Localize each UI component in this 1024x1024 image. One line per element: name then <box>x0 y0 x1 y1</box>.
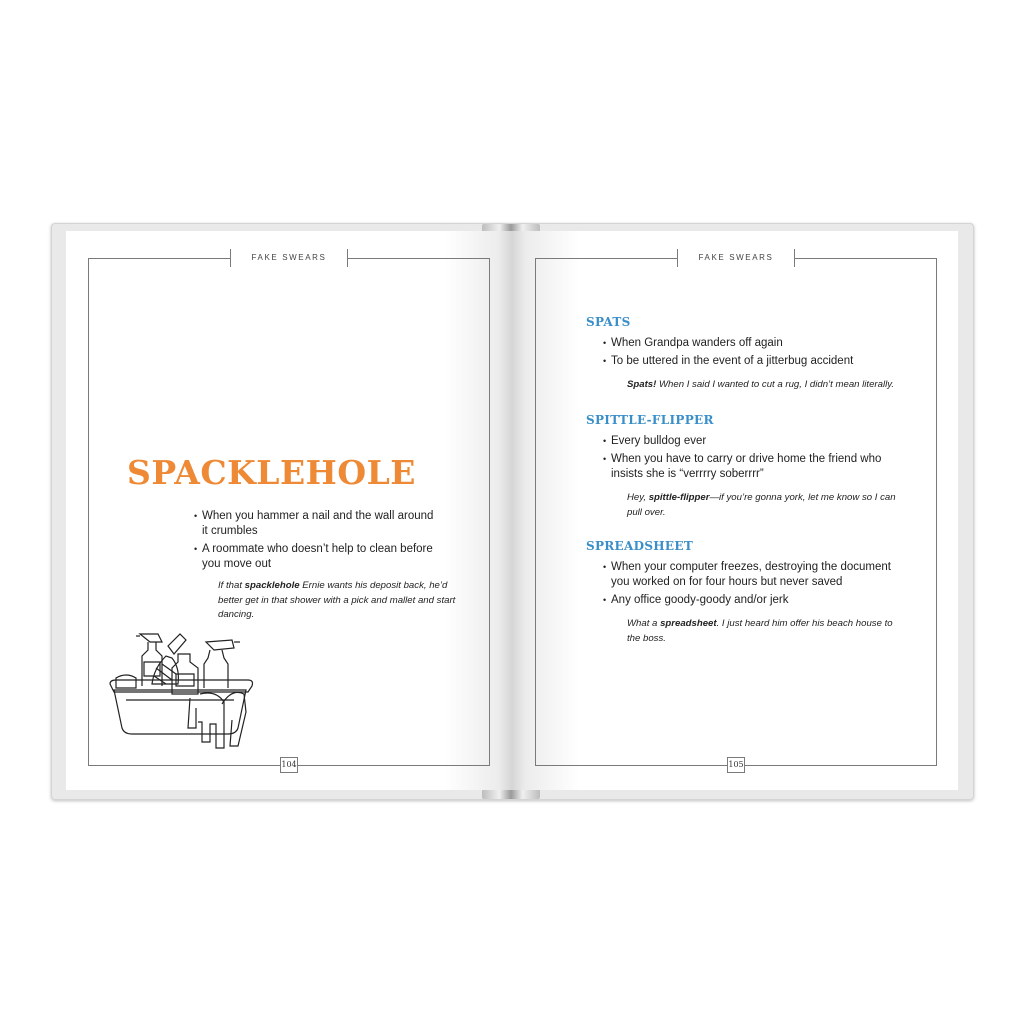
headword-spreadsheet: SPREADSHEET <box>586 539 694 553</box>
example-sentence: Hey, spittle-flipper—if you’re gonna york, let me know so I can pull over. <box>627 492 896 518</box>
running-head-right: FAKE SWEARS <box>677 249 795 267</box>
definition-list <box>603 434 893 485</box>
definition-list <box>603 560 893 611</box>
definition-item: • To be uttered in the event of a jitterbug accident <box>603 354 903 369</box>
definition-item: • When Grandpa wanders off again <box>603 336 903 351</box>
definition-item: • A roommate who doesn’t help to clean before you move out <box>194 542 439 572</box>
definition-item: • Every bulldog ever <box>603 434 893 449</box>
headword-spittle-flipper: SPITTLE-FLIPPER <box>586 413 714 427</box>
definition-list <box>194 509 439 575</box>
cleaning-supplies-illustration <box>106 628 256 753</box>
headword-spacklehole: SPACKLEHOLE <box>127 453 416 492</box>
example-term: Spats! <box>627 379 657 390</box>
definition-list <box>603 336 903 372</box>
example-term: spacklehole <box>244 580 300 591</box>
book-spine-bottom <box>482 789 540 799</box>
definition-item: • When you hammer a nail and the wall around it crumbles <box>194 509 439 539</box>
definition-item: • When your computer freezes, destroying the document you worked on for four hours but never saved <box>603 560 893 590</box>
definition-item: • When you have to carry or drive home the friend who insists she is “verrrry soberrrr” <box>603 452 893 482</box>
page-number-left: 104 <box>280 757 298 773</box>
example-sentence: If that spacklehole Ernie wants his deposit back, he’d better get in that shower with a pick and mallet and start dancing. <box>218 580 456 620</box>
page-number-right: 105 <box>727 757 745 773</box>
example-sentence: Spats! When I said I wanted to cut a rug, I didn’t mean literally. <box>627 379 894 390</box>
headword-spats: SPATS <box>586 315 631 329</box>
running-head-left: FAKE SWEARS <box>230 249 348 267</box>
example-term: spittle-flipper <box>648 492 710 503</box>
example-sentence: What a spreadsheet. I just heard him offer his beach house to the boss. <box>627 618 893 644</box>
example-term: spreadsheet <box>660 618 717 629</box>
definition-item: • Any office goody-goody and/or jerk <box>603 593 893 608</box>
